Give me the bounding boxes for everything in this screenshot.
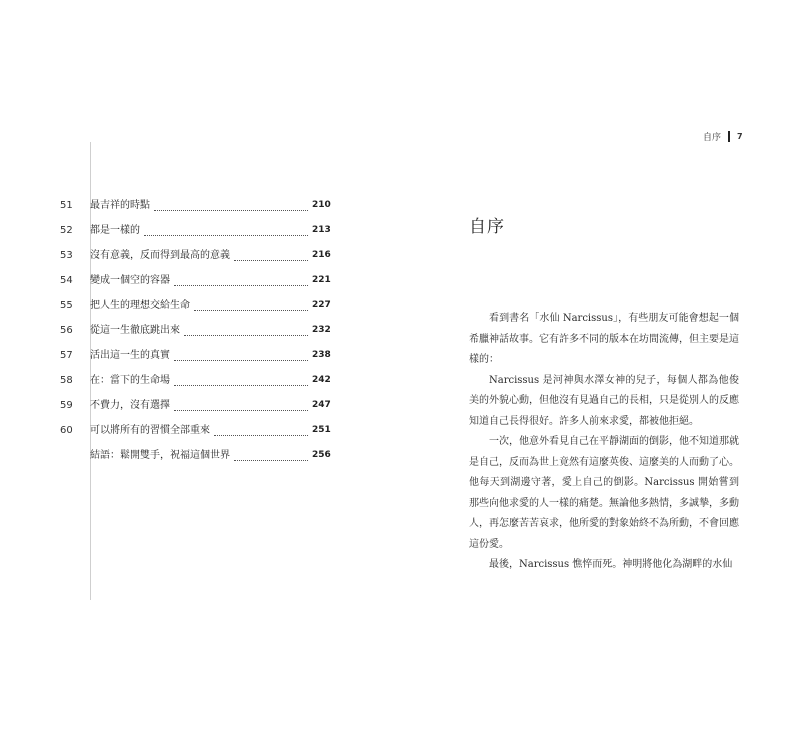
- toc-entry-title: 從這一生徹底跳出來: [90, 325, 180, 336]
- body-text: [469, 309, 739, 576]
- toc-entry: [60, 218, 330, 243]
- toc-entry-page: 242: [312, 375, 331, 385]
- toc-entry-number: 52: [60, 225, 73, 236]
- toc-entry: [60, 443, 330, 468]
- paragraph: 一次，他意外看見自己在平靜湖面的倒影，他不知道那就是自己，反而為世上竟然有這麼英俊、這麼美的人而動了心。他每天到湖邊守著，愛上自己的倒影。Narcissus 開始嘗到那些向他求愛的人一樣的痛楚。無論他多熱情，多誠摯，多動人，再怎麼苦苦哀求，他所愛的對象始終不為所動，不會回應這份愛。: [469, 436, 739, 550]
- toc-leader-dots: [174, 284, 308, 286]
- toc-entry-number: 57: [60, 350, 73, 361]
- toc-entry-page: 216: [312, 250, 331, 260]
- toc-leader-dots: [234, 459, 308, 461]
- toc-entry-page: 256: [312, 450, 331, 460]
- toc-entry-page: 227: [312, 300, 331, 310]
- paragraph: 最後，Narcissus 憔悴而死。神明將他化為湖畔的水仙: [489, 559, 733, 570]
- toc-entry: [60, 318, 330, 343]
- toc-entry: [60, 343, 330, 368]
- toc-entry: [60, 418, 330, 443]
- toc-leader-dots: [144, 234, 308, 236]
- toc-entry-page: 251: [312, 425, 331, 435]
- toc-entry: [60, 293, 330, 318]
- toc-entry-title: 都是一樣的: [90, 225, 140, 236]
- toc-entry-title: 可以將所有的習慣全部重來: [90, 425, 210, 436]
- toc-leader-dots: [184, 334, 308, 336]
- toc-entry-number: 54: [60, 275, 73, 286]
- toc-entry-number: 51: [60, 200, 73, 211]
- paragraph: 看到書名「水仙 Narcissus」，有些朋友可能會想起一個希臘神話故事。它有許多不同的版本在坊間流傳，但主要是這樣的：: [469, 313, 739, 365]
- toc-leader-dots: [174, 359, 308, 361]
- toc-leader-dots: [174, 409, 308, 411]
- toc-entry-page: 238: [312, 350, 331, 360]
- running-head-title: 自序: [703, 132, 722, 143]
- toc-entry-number: 53: [60, 250, 73, 261]
- toc-entry-page: 210: [312, 200, 331, 210]
- toc-entry: [60, 393, 330, 418]
- toc-list: [60, 193, 330, 468]
- preface-page: [400, 0, 800, 744]
- toc-entry: [60, 268, 330, 293]
- toc-entry-page: 213: [312, 225, 331, 235]
- toc-entry-title: 把人生的理想交給生命: [90, 300, 190, 311]
- toc-entry-title: 結語：鬆開雙手，祝福這個世界: [90, 450, 230, 461]
- toc-leader-dots: [154, 209, 308, 211]
- page-number: 7: [737, 131, 743, 141]
- toc-entry-number: 56: [60, 325, 73, 336]
- toc-leader-dots: [214, 434, 308, 436]
- toc-leader-dots: [174, 384, 308, 386]
- toc-leader-dots: [194, 309, 308, 311]
- toc-entry-title: 變成一個空的容器: [90, 275, 170, 286]
- toc-entry-page: 221: [312, 275, 331, 285]
- toc-entry-number: 59: [60, 400, 73, 411]
- chapter-title: 自序: [469, 217, 505, 237]
- paragraph: Narcissus 是河神與水澤女神的兒子，每個人都為他俊美的外貌心動，但他沒有見過自己的長相，只是從別人的反應知道自己長得很好。許多人前來求愛，都被他拒絕。: [469, 374, 739, 427]
- toc-entry-title: 最吉祥的時點: [90, 200, 150, 211]
- toc-entry-title: 活出這一生的真實: [90, 350, 170, 361]
- toc-entry: [60, 193, 330, 218]
- toc-entry-page: 232: [312, 325, 331, 335]
- toc-leader-dots: [234, 259, 308, 261]
- running-head-divider: [728, 131, 730, 142]
- toc-entry: [60, 243, 330, 268]
- toc-entry: [60, 368, 330, 393]
- toc-entry-number: 58: [60, 375, 73, 386]
- toc-entry-title: 沒有意義，反而得到最高的意義: [90, 250, 230, 261]
- toc-entry-title: 不費力，沒有選擇: [90, 400, 170, 411]
- running-head: [703, 129, 743, 143]
- toc-entry-title: 在：當下的生命場: [90, 375, 170, 386]
- toc-entry-number: 60: [60, 425, 73, 436]
- toc-entry-number: 55: [60, 300, 73, 311]
- toc-entry-page: 247: [312, 400, 331, 410]
